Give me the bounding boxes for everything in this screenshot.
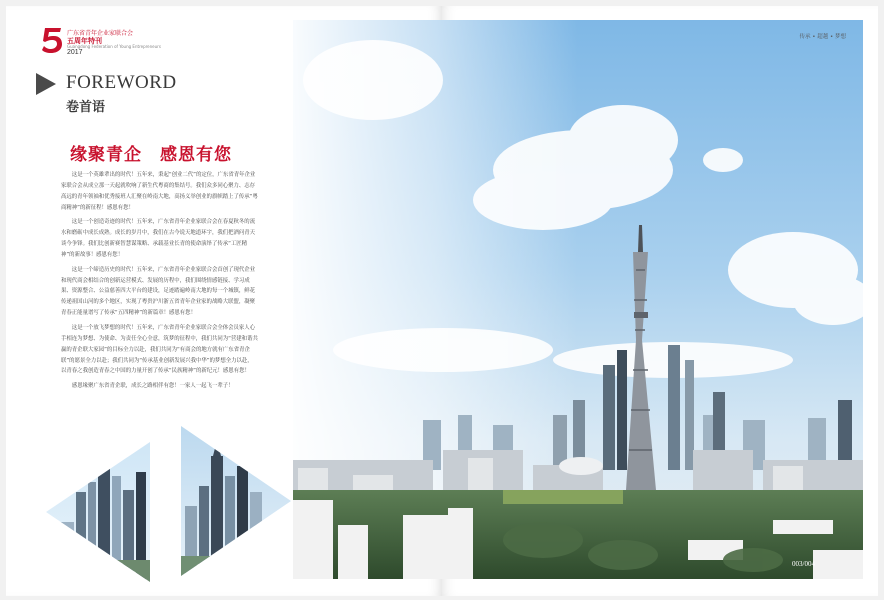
number-five-logo-icon	[40, 26, 64, 54]
page-numbers: 003/004	[792, 560, 815, 568]
header-tagline: 传承 • 超越 • 梦想	[799, 34, 846, 40]
section-title-en: FOREWORD	[66, 72, 177, 93]
section-triangle-icon	[36, 73, 56, 95]
headline-part-1: 缘聚青企	[70, 145, 142, 165]
skyscrapers-triangle-photo	[46, 442, 150, 582]
towers-triangle-photo	[181, 426, 291, 576]
paragraph-3: 这是一个缔造历史的时代！五年来，广东省青年企业家联合会首创了现代企业和现代商会相结合的创新运营模式、发展的历程中，我们围绕情感链接、学习成果、资源整合、公益慈善四大平台的建设，足迹踏遍岭南大地的每一个城镇，鲜花传递祖国山河的多个地区，实现了粤贵沪川浙五省青年企业家的战略大联盟，凝聚青春正能量谱写了传承“五四精神”的新篇章！感恩有您！	[61, 266, 256, 317]
headline-part-2: 感恩有您	[160, 145, 232, 165]
paragraph-2: 这是一个创造奇迹的时代！五年来，广东省青年企业家联合会在春夏秋冬的流水和磨砺中成长成熟。成长的岁月中，我们在古今说天地道环宇，我们把酒问青天谈今争锋。我们比创新赛智慧谋策略、承载基业长青的使命演绎了传承“工匠精神”的新故事！感恩有您！	[61, 219, 256, 259]
paragraph-4: 这是一个放飞梦想的时代！五年来，广东省青年企业家联合会全体会员家人心手相连为梦想、为使命、为责任全心全意，筑梦的征程中，我们共同为“营建和谐共赢的青企联大家园”的目标全力以赴，我们共同为“有商会的地方就有广东省青企联”的愿景全力以赴；我们共同为“传承基业创新发展兴我中华”的梦想全力以赴，以青春之我创造青春之中国的力量开创了传承“民族精神”的新纪元！感恩有您！	[61, 324, 258, 375]
foreword-body	[61, 170, 258, 396]
logo-org-name: 广东省青年企业家联合会	[67, 31, 134, 37]
anniversary-logo	[40, 26, 161, 62]
logo-english-name: Guangdong Federation of Young Entrepreneurs	[67, 44, 161, 49]
paragraph-1: 这是一个英雄辈出的时代！五年来，秉起“创业二代”的定位，广东省青年企业家联合会从成立那一天起就吹响了新生代粤商的集结号。我们众多同心聚力、志存高远的青年领袖和优秀接班人汇聚在岭南大地，高扬义举创业的旗帜踏上了传承“粤商精神”的新征程！感恩有您！	[61, 172, 258, 211]
headline	[70, 140, 232, 165]
logo-issue-title: 五周年特刊	[67, 38, 102, 45]
paragraph-5: 感恩缘聚广东省青企联，成长之路相伴有您！一家人一起飞一辈子！	[71, 383, 234, 390]
canton-tower-city-photo	[293, 20, 863, 579]
logo-year: 2017	[67, 49, 83, 56]
section-title-cn: 卷首语	[66, 100, 106, 115]
